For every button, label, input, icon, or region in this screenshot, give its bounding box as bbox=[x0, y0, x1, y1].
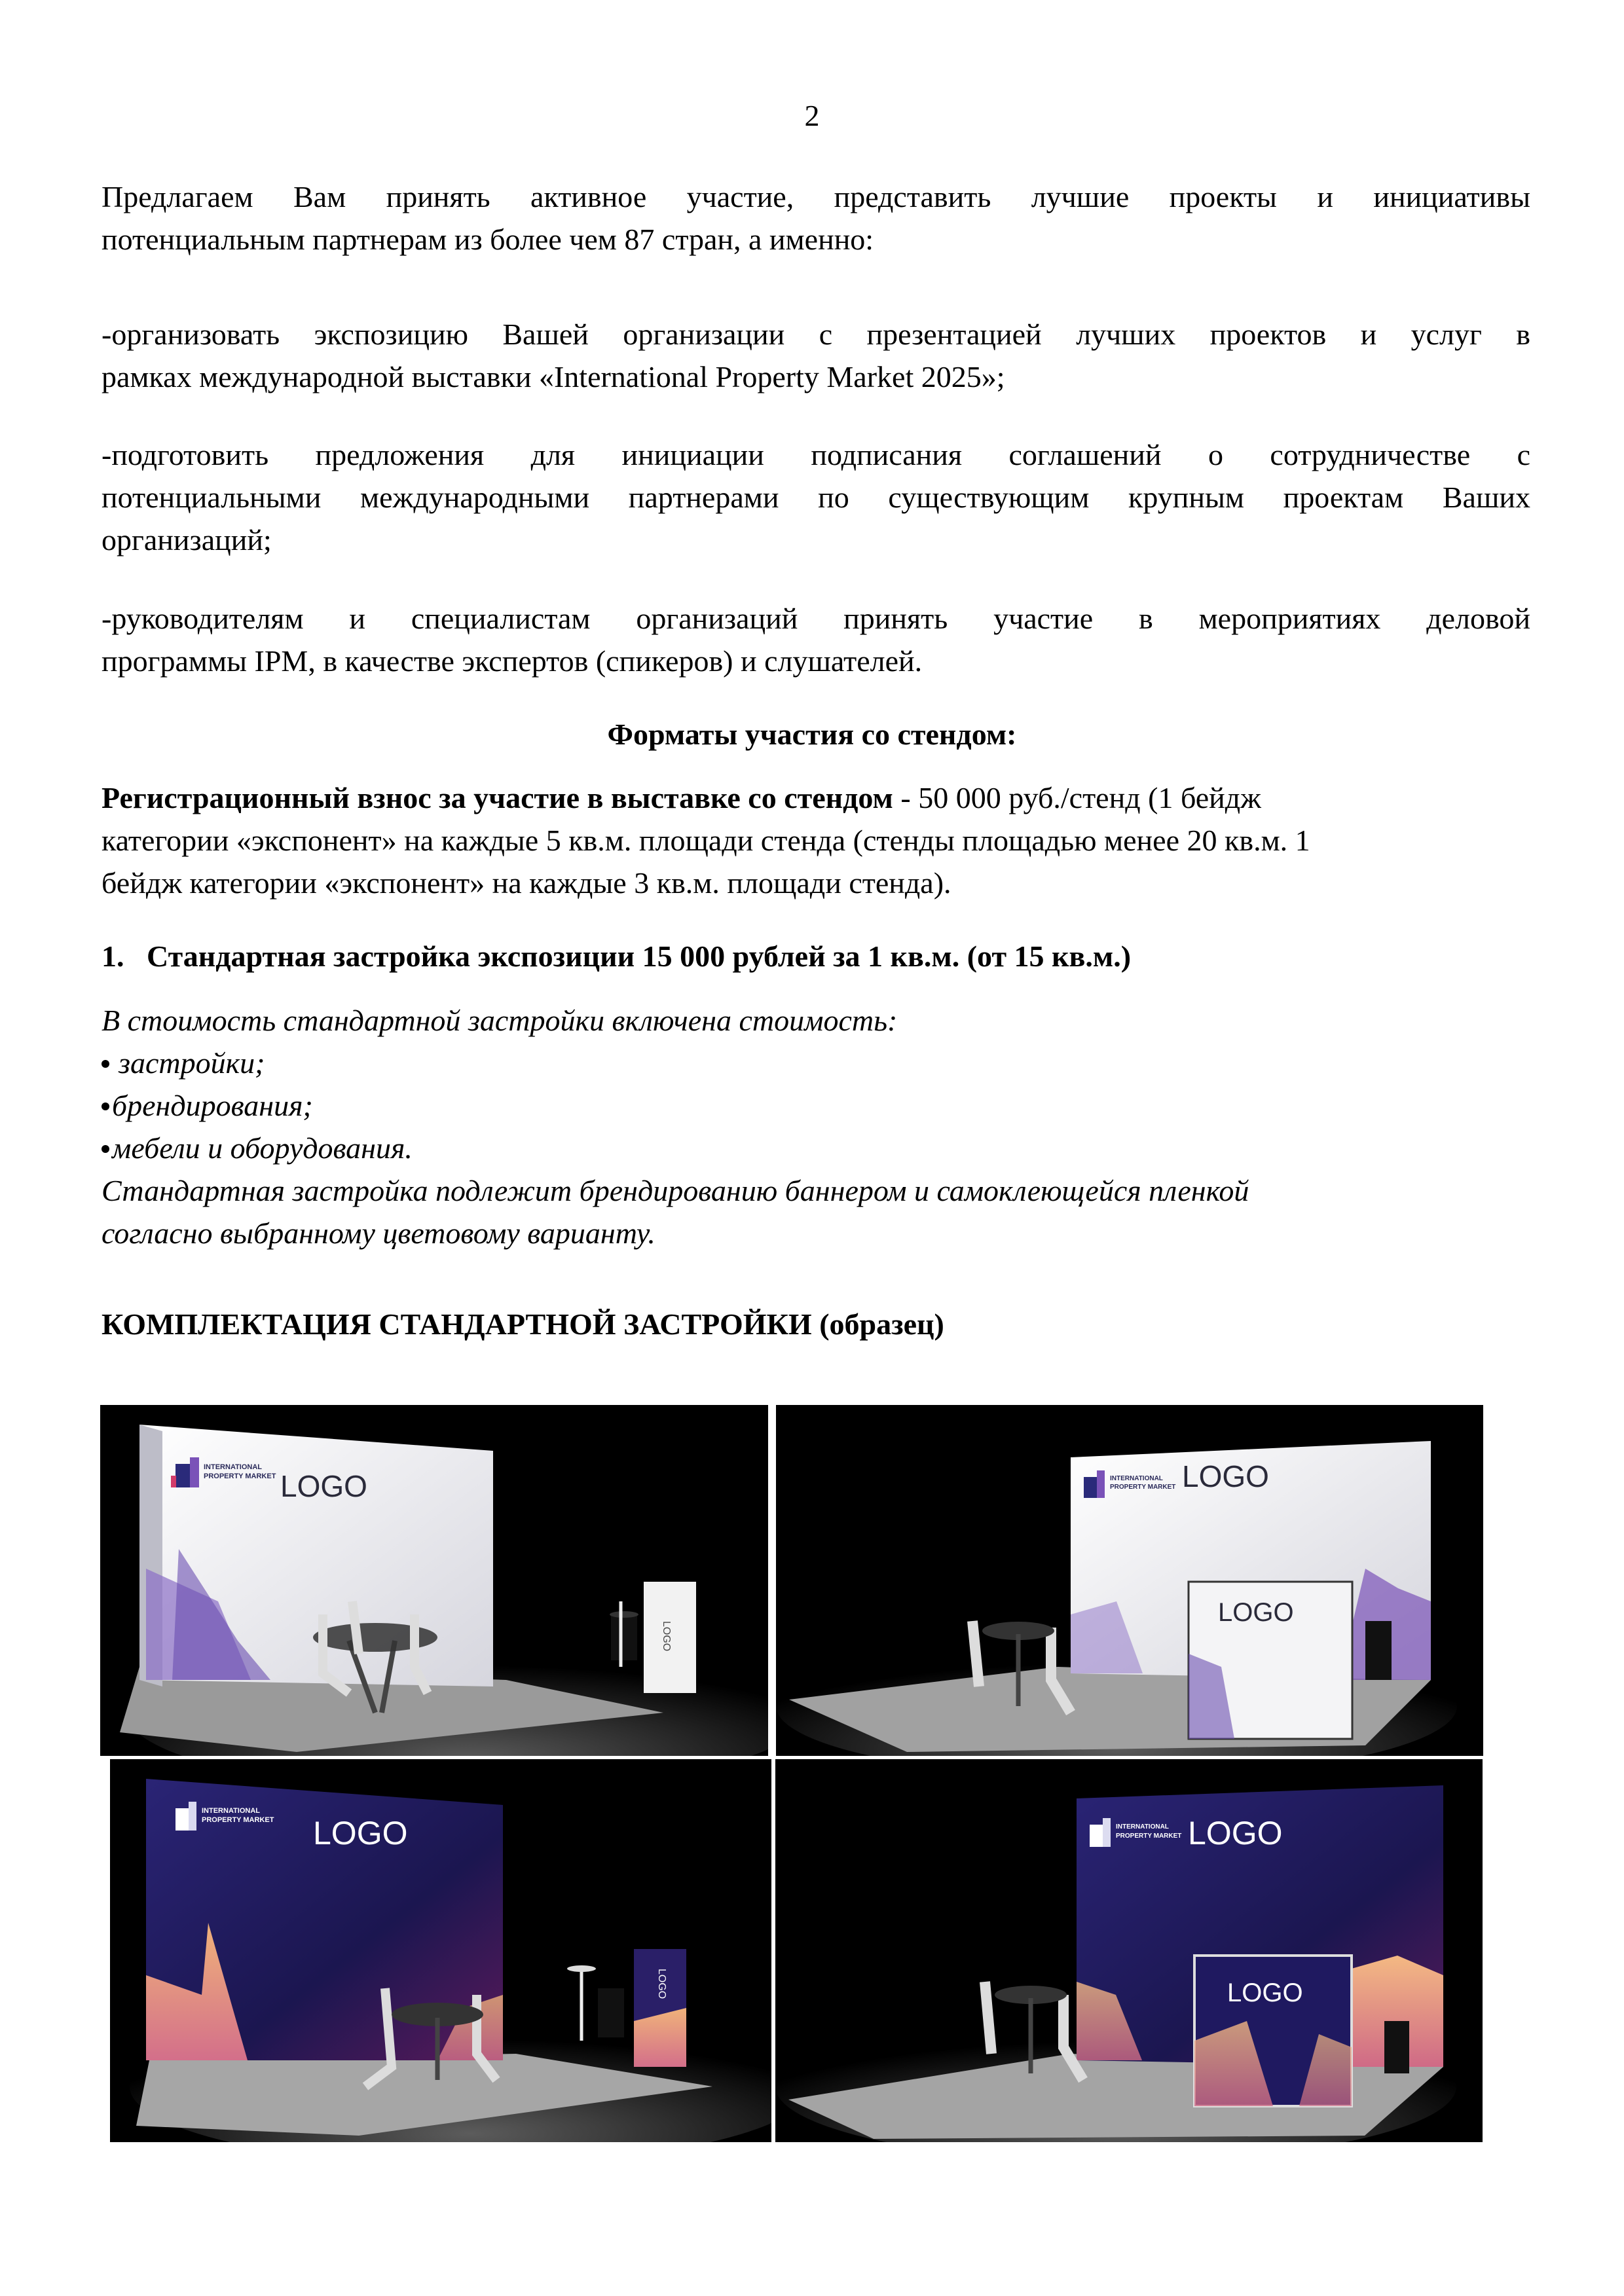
logo-text: LOGO bbox=[1218, 1598, 1294, 1627]
logo-text: LOGO bbox=[656, 1969, 667, 1999]
bullet-exposition bbox=[101, 313, 1530, 398]
bullet-icon bbox=[101, 1145, 109, 1153]
brand-text: INTERNATIONAL bbox=[1116, 1823, 1169, 1831]
brand-text: INTERNATIONAL bbox=[202, 1807, 261, 1815]
brand-text: PROPERTY MARKET bbox=[202, 1816, 274, 1824]
included-list bbox=[101, 999, 1530, 1254]
stand-render-white-1 bbox=[100, 1405, 768, 1756]
page-number: 2 bbox=[804, 99, 820, 132]
bullet-line: программы IPM, в качестве экспертов (спикеров) и слушателей. bbox=[101, 644, 923, 678]
bullet-line: -организовать экспозицию Вашей организации с презентацией лучших проектов и услуг в bbox=[101, 318, 1530, 351]
stand-render-white-2 bbox=[776, 1405, 1483, 1756]
brand-text: PROPERTY MARKET bbox=[204, 1472, 276, 1480]
intro-line: Предлагаем Вам принять активное участие, представить лучшие проекты и инициативы bbox=[101, 180, 1530, 213]
included-item: застройки; bbox=[101, 1042, 1530, 1084]
bullet-icon bbox=[101, 1060, 109, 1068]
registration-fee bbox=[101, 776, 1530, 904]
brand-text: PROPERTY MARKET bbox=[1116, 1832, 1182, 1840]
bullet-line: -подготовить предложения для инициации подписания соглашений о сотрудничестве с bbox=[101, 438, 1530, 471]
bullet-agreements bbox=[101, 433, 1530, 561]
brand-text: PROPERTY MARKET bbox=[1110, 1484, 1176, 1491]
bullet-line: организаций; bbox=[101, 523, 272, 556]
stand-render-dark-2 bbox=[775, 1759, 1483, 2142]
intro-line: потенциальным партнерам из более чем 87 стран, а именно: bbox=[101, 223, 874, 256]
brand-text: INTERNATIONAL bbox=[204, 1463, 263, 1471]
logo-text: LOGO bbox=[661, 1621, 672, 1652]
logo-text: LOGO bbox=[1182, 1459, 1269, 1493]
logo-text: LOGO bbox=[1227, 1978, 1303, 2007]
equipment-heading: КОМПЛЕКТАЦИЯ СТАНДАРТНОЙ ЗАСТРОЙКИ (образец) bbox=[101, 1307, 944, 1341]
branding-note: согласно выбранному цветовому варианту. bbox=[101, 1216, 655, 1250]
logo-text: LOGO bbox=[280, 1469, 367, 1503]
section1-title: 1. Стандартная застройка экспозиции 15 000 рублей за 1 кв.м. (от 15 кв.м.) bbox=[101, 939, 1132, 973]
bullet-program bbox=[101, 597, 1530, 682]
logo-text: LOGO bbox=[1188, 1815, 1283, 1851]
registration-line: бейдж категории «экспонент» на каждые 3 кв.м. площади стенда). bbox=[101, 866, 951, 900]
formats-heading: Форматы участия со стендом: bbox=[607, 718, 1017, 751]
branding-note: Стандартная застройка подлежит брендированию баннером и самоклеющейся пленкой bbox=[101, 1174, 1249, 1207]
included-intro: В стоимость стандартной застройки включена стоимость: bbox=[101, 1004, 898, 1037]
brand-text: INTERNATIONAL bbox=[1110, 1475, 1163, 1482]
bullet-line: -руководителям и специалистам организаций принять участие в мероприятиях деловой bbox=[101, 602, 1530, 635]
bullet-icon bbox=[101, 1102, 109, 1110]
intro-paragraph bbox=[101, 175, 1530, 261]
logo-text: LOGO bbox=[313, 1815, 408, 1851]
stand-render-dark-1 bbox=[110, 1759, 771, 2142]
included-item: брендирования; bbox=[101, 1084, 1530, 1127]
registration-bold: Регистрационный взнос за участие в выставке со стендом bbox=[101, 781, 893, 814]
registration-line: категории «экспонент» на каждые 5 кв.м. площади стенда (стенды площадью менее 20 кв.м. 1 bbox=[101, 824, 1310, 857]
registration-rest: - 50 000 руб./стенд (1 бейдж bbox=[893, 781, 1261, 814]
included-item: мебели и оборудования. bbox=[101, 1127, 1530, 1169]
bullet-line: рамках международной выставки «International Property Market 2025»; bbox=[101, 360, 1005, 393]
bullet-line: потенциальными международными партнерами по существующим крупным проектам Ваших bbox=[101, 481, 1530, 514]
